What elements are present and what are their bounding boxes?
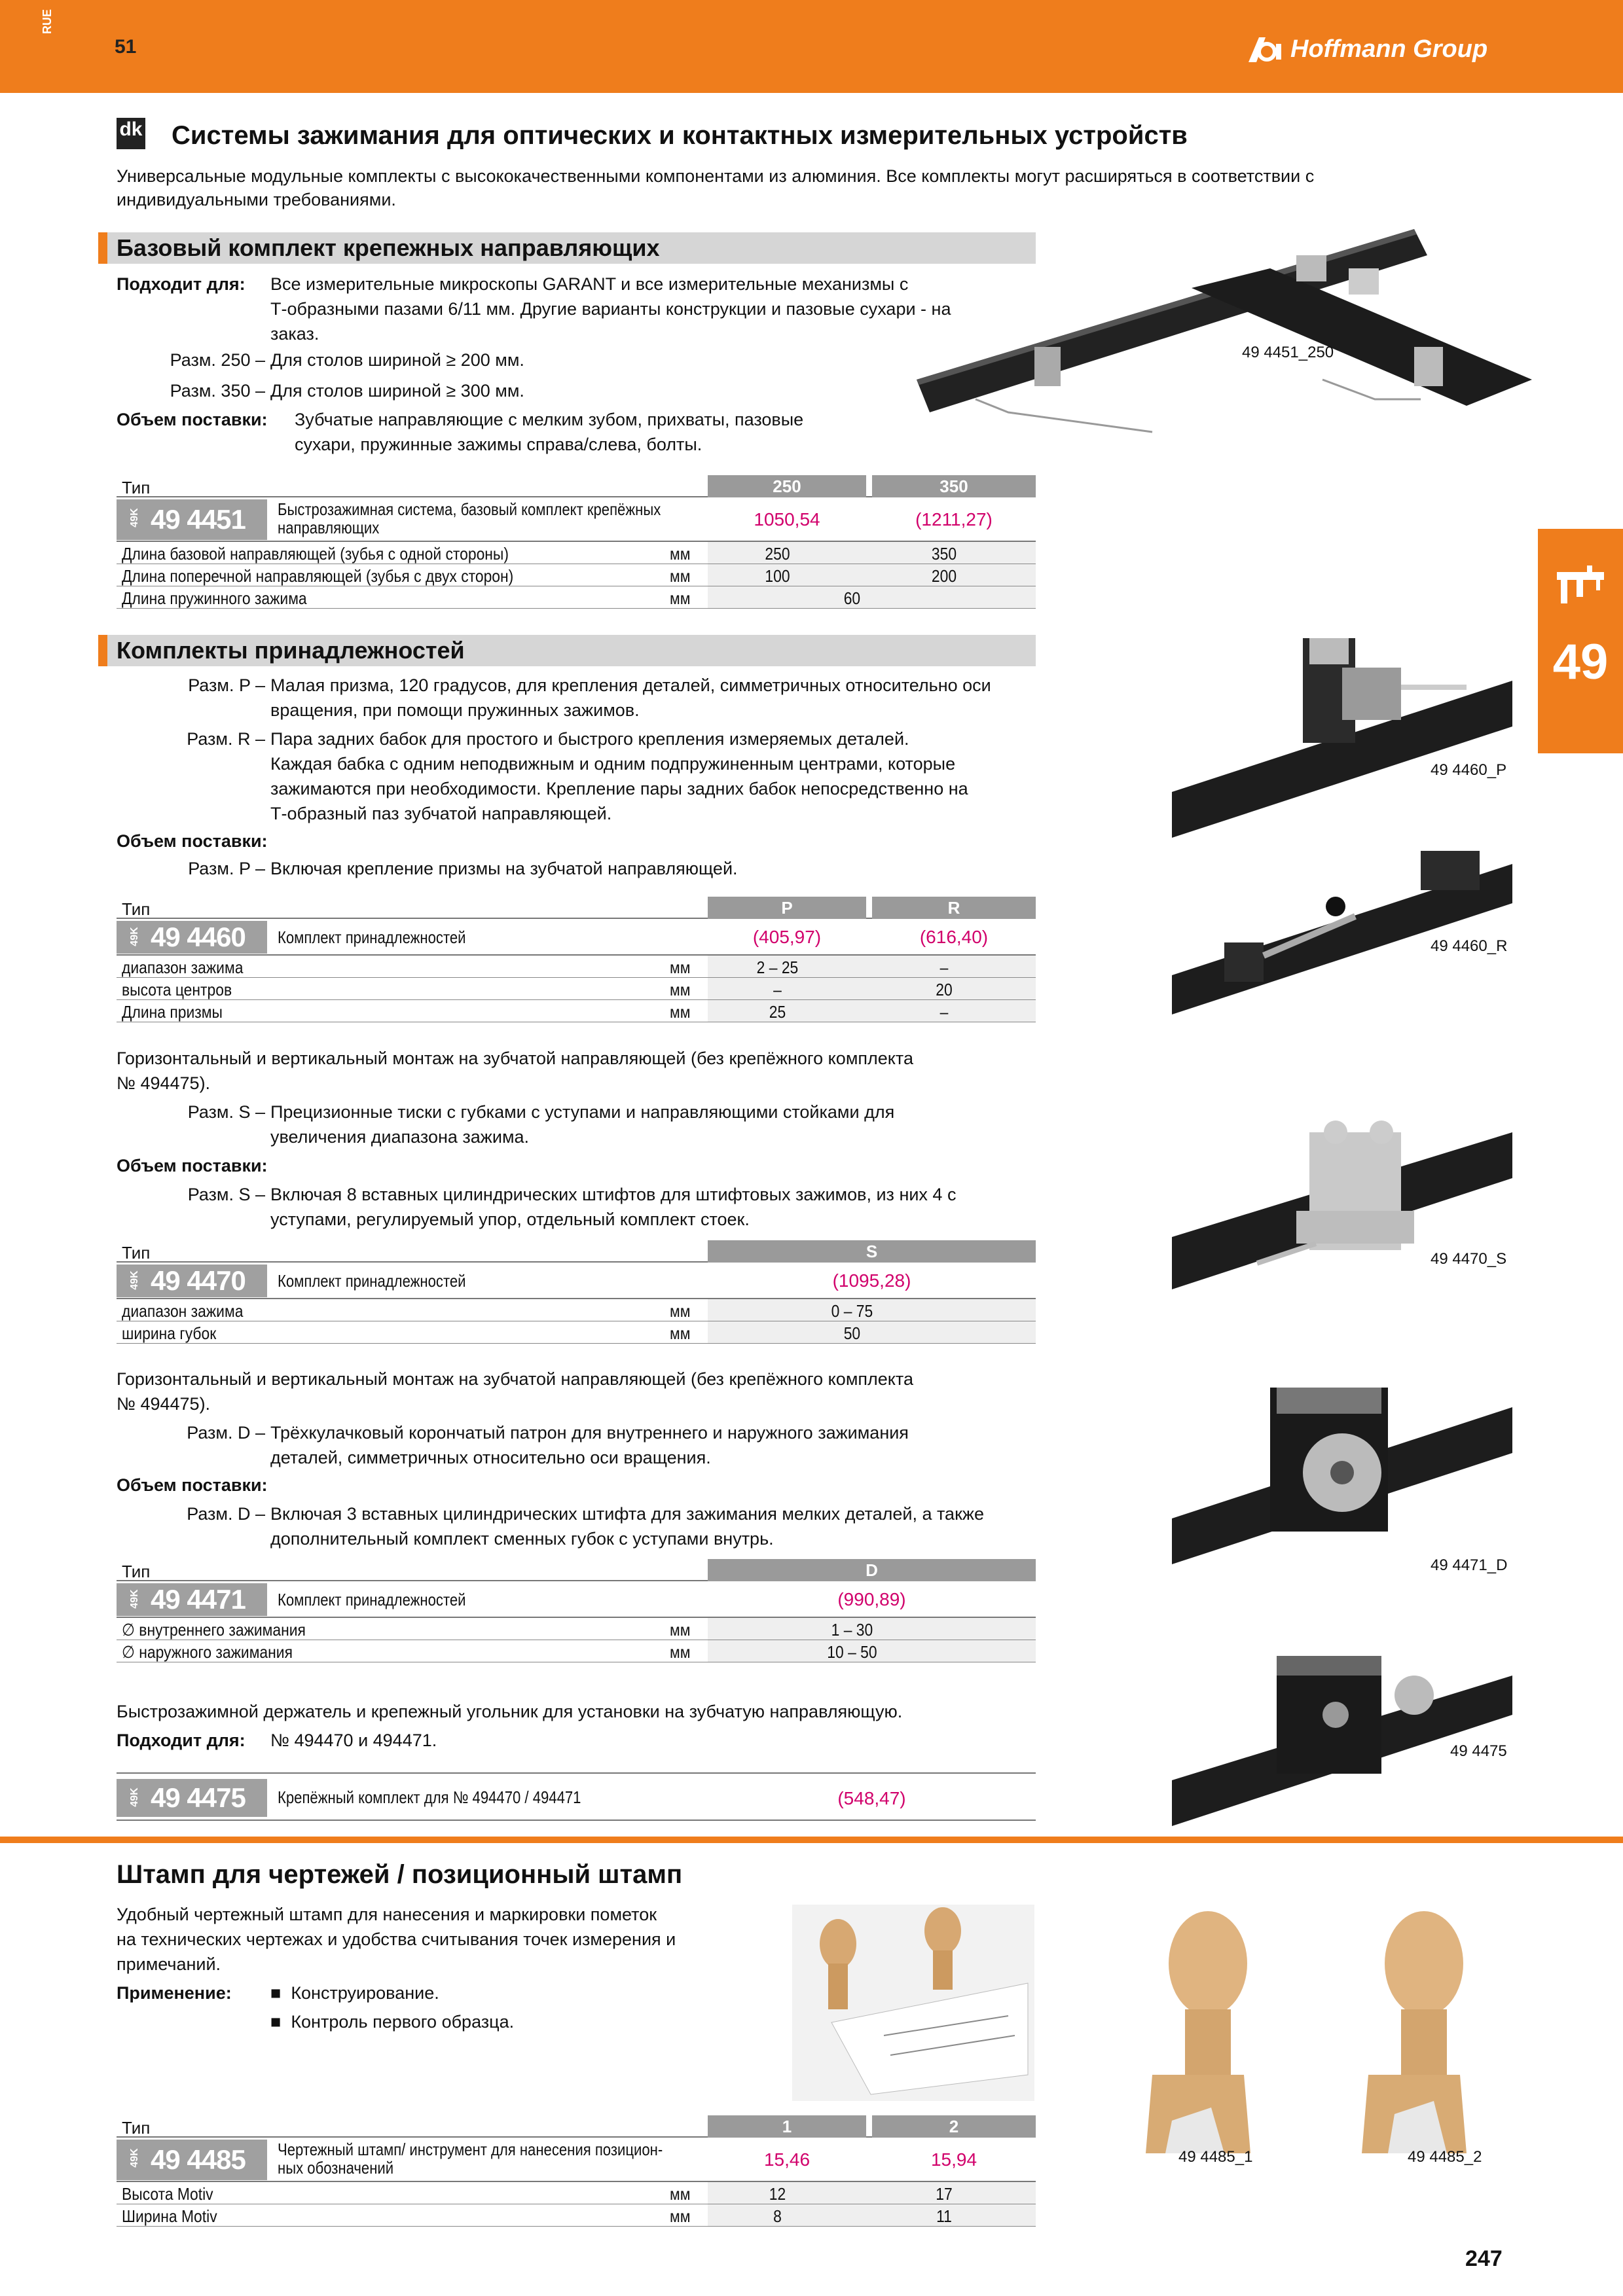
p-line-2: вращения, при помощи пружинных зажимов. [270,700,640,720]
bullet-icon: ■ [270,2012,291,2032]
scope-label: Объем поставки: [117,831,268,851]
vise-image [1172,1106,1512,1302]
d-label: Разм. D – [187,1423,265,1443]
image-caption-4451: 49 4451_250 [1242,344,1334,361]
subsection-bar-accessories: Комплекты принадлежностей [98,635,1036,666]
fits-line-2: Т-образными пазами 6/11 мм. Другие варианты конструкции и пазовые сухари - на [270,299,951,319]
chapter-tab[interactable] [1538,529,1623,753]
unit: мм [670,588,691,608]
stamp-intro-3: примечаний. [117,1954,221,1974]
type-label: Тип [122,2118,151,2138]
value: 8 [773,2206,782,2226]
unit: мм [670,958,691,977]
price-2: 15,94 [930,2149,977,2170]
price-1: 15,46 [763,2149,811,2170]
fits-line-3: заказ. [270,324,319,344]
value: 50 [843,1323,861,1343]
scope-line-1: Зубчатые направляющие с мелким зубом, прихваты, пазовые [295,410,804,429]
row-label: Длина пружинного зажима [122,588,307,608]
image-caption-4470s: 49 4470_S [1431,1250,1507,1268]
image-caption-4485-1: 49 4485_1 [1178,2148,1253,2166]
unit: мм [670,1002,691,1022]
unit: мм [670,1301,691,1321]
value: 12 [769,2184,786,2204]
holder-image [1172,1649,1512,1826]
scope-label: Объем поставки: [117,1475,268,1495]
unit: мм [670,1323,691,1343]
price-250: 1050,54 [754,509,820,529]
unit: мм [670,544,691,564]
section-divider [0,1837,1623,1843]
article-code[interactable]: 49K 49 4460 [117,921,267,954]
fits-label: Подходит для: [117,1731,246,1750]
mount-s-line-1: Горизонтальный и вертикальный монтаж на зубчатой направляющей (без крепёжного комплекта [117,1049,913,1068]
r-line-2: Каждая бабка с одним неподвижным и одним подпружиненным центрами, которые [270,754,956,774]
table-494451 [117,475,1036,609]
section2-title: Штамп для чертежей / позиционный штамп [117,1860,683,1889]
row-label: диапазон зажима [122,1301,244,1321]
product-desc: Крепёжный комплект для № 494470 / 494471 [278,1787,581,1807]
drawing-stamp-photo [792,1905,1034,2101]
unit: мм [670,2184,691,2204]
r-line-4: Т-образный паз зубчатой направляющей. [270,804,612,823]
section-title: Системы зажимания для оптических и контактных измерительных устройств [172,121,1188,150]
r-line-1: Пара задних бабок для простого и быстрого крепления измеряемых деталей. [270,729,909,749]
stamp-product-image [1080,1911,1532,2166]
table-494460 [117,897,1036,1022]
application-item-1: ■ Конструирование. [270,1983,439,2003]
col-header-2: 2 [872,2115,1036,2138]
price-r: (616,40) [919,927,989,947]
table-494471 [117,1559,1036,1662]
col-header-1: 1 [708,2115,866,2138]
fits-text: № 494470 и 494471. [270,1731,437,1750]
scope-line-2: сухари, пружинные зажимы справа/слева, болты. [295,435,702,454]
stamp-intro-1: Удобный чертежный штамп для нанесения и маркировки пометок [117,1905,657,1924]
size350-label: Разм. 350 – [170,381,265,401]
size350-text: Для столов шириной ≥ 300 мм. [270,381,524,401]
value: – [773,980,782,999]
col-header-250: 250 [708,475,866,497]
value: 10 – 50 [827,1642,877,1662]
ss-line-1: Включая 8 вставных цилиндрических штифтов для штифтовых зажимов, из них 4 с [270,1185,957,1204]
ss-line-2: уступами, регулируемый упор, отдельный комплект стоек. [270,1210,750,1229]
table-494475 [117,1772,1036,1821]
image-caption-4471d: 49 4471_D [1431,1556,1508,1574]
value: 17 [936,2184,953,2204]
sd-line-1: Включая 3 вставных цилиндрических штифта для зажимания мелких деталей, а также [270,1504,984,1524]
sd-label: Разм. D – [187,1504,265,1524]
row-label: Длина призмы [122,1002,223,1022]
value: 350 [931,544,957,564]
r-label: Разм. R – [187,729,265,749]
article-code[interactable]: 49K 49 4485 [117,2140,267,2180]
value: 60 [843,588,861,608]
image-caption-4485-2: 49 4485_2 [1408,2148,1482,2166]
value: – [939,958,949,977]
caliper-icon [1554,562,1607,607]
col-header-p: P [708,897,866,919]
col-header-r: R [872,897,1036,919]
product-desc: Комплект принадлежностей [278,927,466,947]
page-number: 247 [1465,2246,1503,2271]
mount-d-line-2: № 494475). [117,1394,211,1414]
value: 250 [765,544,790,564]
unit: мм [670,566,691,586]
type-label: Тип [122,899,151,919]
language-code: RUE [41,9,54,34]
image-caption-4460p: 49 4460_P [1431,761,1507,779]
article-code[interactable]: 49K 49 4475 [117,1779,267,1817]
table-494470 [117,1240,1036,1344]
type-label: Тип [122,478,151,497]
col-header-d: D [708,1559,1036,1581]
col-header-350: 350 [872,475,1036,497]
value: 25 [769,1002,786,1022]
quick-holder-line: Быстрозажимной держатель и крепежный угольник для установки на зубчатую направляющую. [117,1702,903,1721]
image-caption-4460r: 49 4460_R [1431,937,1508,955]
subsection-bar-base: Базовый комплект крепежных направляющих [98,232,1036,264]
size250-text: Для столов шириной ≥ 200 мм. [270,350,524,370]
product-desc: Комплект принадлежностей [278,1271,466,1291]
scope-label: Объем поставки: [117,410,268,429]
row-label: высота центров [122,980,232,999]
p-label: Разм. P – [188,675,265,695]
prism-image [1172,628,1512,838]
fits-line-1: Все измерительные микроскопы GARANT и все измерительные механизмы с [270,274,909,294]
value: 0 – 75 [831,1301,873,1321]
price-p: (405,97) [752,927,822,947]
d-line-2: деталей, симметричных относительно оси вращения. [270,1448,711,1467]
application-label: Применение: [117,1983,232,2003]
type-label: Тип [122,1562,151,1581]
price-350: (1211,27) [915,509,993,529]
row-label: Длина базовой направляющей (зубья с одной стороны) [122,544,509,564]
bullet-icon: ■ [270,1983,291,2003]
tailstock-image [1172,844,1512,1014]
intro-line-1: Универсальные модульные комплекты с высококачественными компонентами из алюминия. Все комплекты могут расширяться в соответствии с [117,166,1315,186]
chuck-image [1172,1374,1512,1571]
stamp-intro-2: на технических чертежах и удобства считывания точек измерения и [117,1929,676,1949]
hoffmann-logo[interactable] [1247,33,1487,65]
brand-badge: dk [117,118,145,149]
chapter-page: 51 [115,36,137,58]
value: 200 [931,566,957,586]
intro-line-2: индивидуальными требованиями. [117,190,396,209]
row-label: диапазон зажима [122,958,244,977]
image-caption-4475: 49 4475 [1450,1742,1507,1760]
s-line-2: увеличения диапазона зажима. [270,1127,530,1147]
sd-line-2: дополнительный комплект сменных губок с уступами внутрь. [270,1529,774,1549]
ss-label: Разм. S – [187,1185,265,1204]
unit: мм [670,980,691,999]
value: – [939,1002,949,1022]
table-494485 [117,2115,1036,2227]
s-label: Разм. S – [187,1102,265,1122]
price-4475: (548,47) [837,1788,906,1808]
unit: мм [670,1620,691,1640]
value: 11 [936,2206,952,2226]
row-label: Ширина Motiv [122,2206,217,2226]
value: 1 – 30 [831,1620,873,1640]
r-line-3: зажимаются при необходимости. Крепление пары задних бабок непосредственно на [270,779,968,798]
p-line-1: Малая призма, 120 градусов, для крепления деталей, симметричных относительно оси [270,675,991,695]
article-code[interactable]: 49K 49 4451 [117,499,267,540]
mount-d-line-1: Горизонтальный и вертикальный монтаж на зубчатой направляющей (без крепёжного комплекта [117,1369,913,1389]
fits-label: Подходит для: [117,274,246,294]
sp-line: Включая крепление призмы на зубчатой направляющей. [270,859,738,878]
row-label: Высота Motiv [122,2184,213,2204]
type-label: Тип [122,1243,151,1263]
price-d: (990,89) [837,1589,906,1609]
row-label: Длина поперечной направляющей (зубья с двух сторон) [122,566,514,586]
row-label: ∅ внутреннего зажимания [122,1620,306,1640]
s-line-1: Прецизионные тиски с губками с уступами и направляющими стойками для [270,1102,895,1122]
product-desc: Быстрозажимная система, базовый комплект крепёжных направляющих [278,499,661,537]
article-code[interactable]: 49K 49 4470 [117,1265,267,1297]
d-line-1: Трёхкулачковый корончатый патрон для внутреннего и наружного зажимания [270,1423,909,1443]
price-s: (1095,28) [832,1270,911,1291]
size250-label: Разм. 250 – [170,350,265,370]
sp-label: Разм. P – [188,859,265,878]
application-item-2: ■ Контроль первого образца. [270,2012,515,2032]
chapter-number: 49 [1552,634,1609,690]
rail-base-image [903,216,1532,439]
scope-label: Объем поставки: [117,1156,268,1175]
product-desc: Комплект принадлежностей [278,1590,466,1609]
value: 2 – 25 [756,958,799,977]
article-code[interactable]: 49K 49 4471 [117,1583,267,1616]
row-label: ширина губок [122,1323,217,1343]
unit: мм [670,1642,691,1662]
mount-s-line-2: № 494475). [117,1073,211,1093]
col-header-s: S [708,1240,1036,1263]
value: 20 [936,980,953,999]
hoffmann-logo-icon [1247,35,1285,63]
product-desc: Чертежный штамп/ инструмент для нанесения позицион- ных обозначений [278,2140,663,2178]
logo-text: Hoffmann Group [1290,35,1488,63]
row-label: ∅ наружного зажимания [122,1642,293,1662]
value: 100 [765,566,790,586]
unit: мм [670,2206,691,2226]
